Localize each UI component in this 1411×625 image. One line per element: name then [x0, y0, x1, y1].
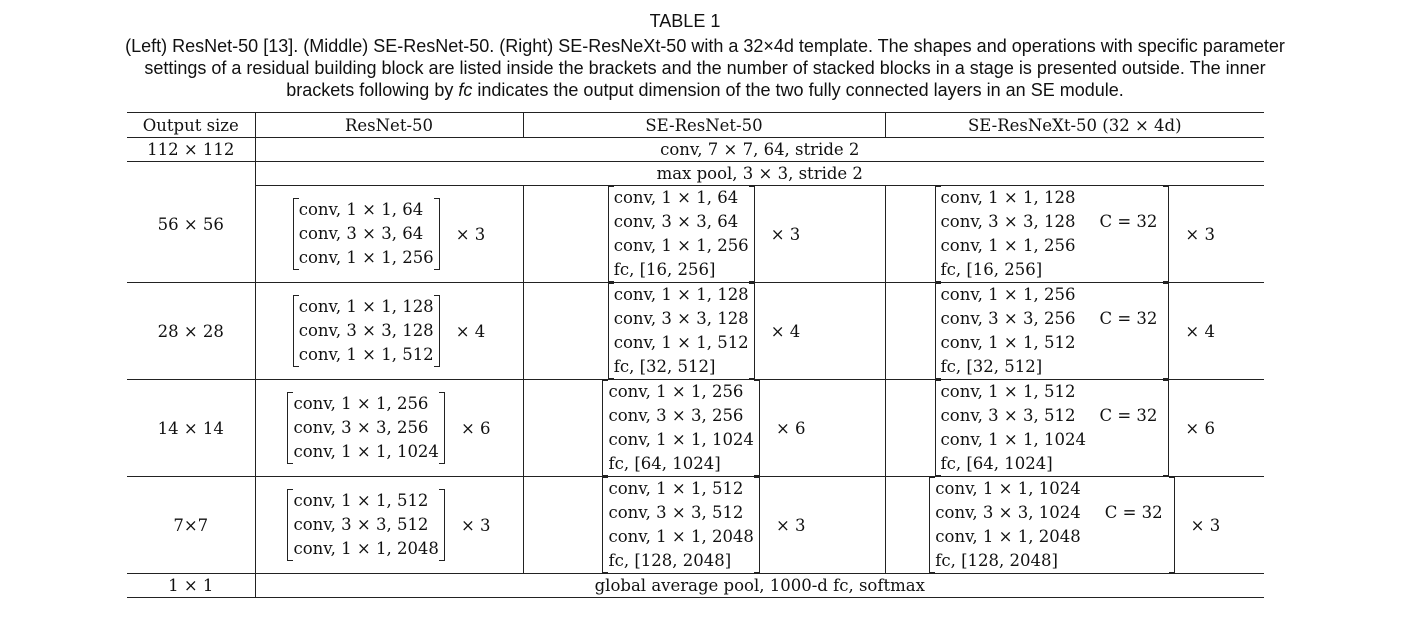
se-resnet-bracket-left — [602, 477, 608, 573]
table-caption — [40, 35, 1370, 101]
stage1-output-size: 56 × 56 — [127, 162, 255, 283]
caption-fc-term: fc — [458, 80, 473, 100]
resnet-bracket-right — [439, 489, 445, 561]
se-resnext-bracket-left — [935, 186, 941, 282]
table-row — [127, 574, 1264, 598]
se-resnet-repeat: × 4 — [770, 321, 801, 341]
final-spec: global average pool, 1000-d fc, softmax — [255, 574, 1264, 598]
resnet-layer: conv, 3 × 3, 512 — [293, 515, 429, 534]
stage-output-size: 28 × 28 — [127, 283, 255, 380]
resnet-block-cell — [255, 477, 523, 574]
se-resnet-layer: conv, 1 × 1, 256 — [608, 382, 744, 401]
resnet-bracket-right — [434, 198, 440, 270]
resnet-bracket-right — [439, 392, 445, 464]
se-resnext-block-cell — [885, 186, 1264, 283]
se-resnext-repeat: × 3 — [1190, 515, 1221, 535]
resnet-block-cell — [255, 380, 523, 477]
se-resnext-layer: conv, 1 × 1, 256 — [940, 285, 1076, 304]
se-resnext-block-cell — [885, 283, 1264, 380]
se-resnext-layer: conv, 1 × 1, 1024 — [940, 430, 1086, 449]
se-resnet-bracket-right — [749, 283, 755, 379]
se-resnext-repeat: × 6 — [1185, 418, 1215, 438]
resnet-bracket-left — [293, 295, 299, 367]
se-resnet-layer: fc, [128, 2048] — [608, 551, 732, 570]
se-resnet-layer: conv, 1 × 1, 64 — [613, 188, 739, 207]
caption-line-3 — [40, 79, 1370, 101]
se-resnext-layer-text: conv, 3 × 3, 512 — [940, 406, 1076, 425]
se-resnext-layer: conv, 1 × 1, 2048 — [935, 527, 1081, 546]
stage-output-size: 7×7 — [127, 477, 255, 574]
resnet-layer: conv, 1 × 1, 512 — [298, 345, 434, 364]
resnet-layer: conv, 1 × 1, 2048 — [293, 539, 439, 558]
se-resnet-layer: conv, 1 × 1, 1024 — [608, 430, 754, 449]
resnet-layer: conv, 3 × 3, 128 — [298, 321, 434, 340]
resnet-bracket-left — [293, 198, 299, 270]
se-resnext-layer-text: conv, 3 × 3, 256 — [940, 309, 1076, 328]
resnet-layer: conv, 1 × 1, 128 — [298, 297, 434, 316]
table-row — [127, 283, 1264, 380]
resnet-repeat: × 4 — [455, 321, 486, 341]
se-resnext-bracket — [935, 380, 1170, 476]
se-resnet-layer: conv, 1 × 1, 512 — [613, 333, 749, 352]
se-resnext-bracket — [929, 477, 1174, 573]
se-resnext-layer — [941, 404, 1164, 428]
se-resnext-bracket-right — [1163, 186, 1169, 282]
conv1-spec: conv, 7 × 7, 64, stride 2 — [660, 140, 860, 159]
se-resnext-layer — [941, 307, 1164, 331]
se-resnext-bracket — [935, 186, 1170, 282]
resnet-layer: conv, 3 × 3, 64 — [298, 224, 424, 243]
se-resnext-layer: conv, 1 × 1, 512 — [940, 333, 1076, 352]
caption-line-3-post: indicates the output dimension of the two fully connected layers in an SE module. — [472, 80, 1124, 100]
conv1-output-size: 112 × 112 — [127, 138, 255, 162]
se-resnext-layer: conv, 1 × 1, 512 — [940, 382, 1076, 401]
se-resnext-bracket-right — [1163, 380, 1169, 476]
resnet-layer: conv, 1 × 1, 256 — [298, 248, 434, 267]
cardinality-label: C = 32 — [1099, 212, 1158, 231]
resnet-bracket — [293, 198, 440, 270]
se-resnext-bracket-right — [1163, 283, 1169, 379]
se-resnet-bracket-left — [608, 186, 614, 282]
resnet-bracket — [287, 392, 444, 464]
se-resnet-layer: fc, [64, 1024] — [608, 454, 721, 473]
cardinality-label: C = 32 — [1099, 406, 1158, 425]
se-resnext-bracket-left — [935, 380, 941, 476]
table-row — [127, 477, 1264, 574]
resnet-repeat: × 3 — [460, 515, 491, 535]
se-resnet-block-cell — [523, 380, 885, 477]
se-resnet-bracket-left — [608, 283, 614, 379]
se-resnet-bracket-right — [754, 477, 760, 573]
se-resnext-bracket-left — [929, 477, 935, 573]
resnet-block-cell — [255, 186, 523, 283]
se-resnext-layer: conv, 1 × 1, 128 — [940, 188, 1076, 207]
se-resnext-bracket-left — [935, 283, 941, 379]
se-resnet-layer: conv, 1 × 1, 128 — [613, 285, 749, 304]
resnet-layer: conv, 1 × 1, 1024 — [293, 442, 439, 461]
se-resnext-layer-text: conv, 3 × 3, 128 — [940, 212, 1076, 231]
resnet-bracket-right — [434, 295, 440, 367]
se-resnet-layer: fc, [16, 256] — [613, 260, 716, 279]
se-resnet-bracket-right — [749, 186, 755, 282]
se-resnet-layer: conv, 3 × 3, 128 — [613, 309, 749, 328]
resnet-repeat: × 6 — [460, 418, 491, 438]
se-resnet-block-cell — [523, 283, 885, 380]
se-resnet-layer: conv, 1 × 1, 512 — [608, 479, 744, 498]
se-resnext-block-cell — [885, 380, 1264, 477]
cardinality-label: C = 32 — [1104, 503, 1163, 522]
resnet-repeat: × 3 — [455, 224, 486, 244]
caption-line-1: (Left) ResNet-50 [13]. (Middle) SE-ResNet-50. (Right) SE-ResNeXt-50 with a 32×4d template. The shapes and operations with specific parameter — [125, 36, 1285, 56]
caption-line-2: settings of a residual building block are listed inside the brackets and the number of stacked blocks in a stage is presented outside. The inner — [144, 58, 1266, 78]
se-resnet-bracket — [602, 380, 759, 476]
se-resnet-bracket-left — [602, 380, 608, 476]
se-resnet-layer: conv, 3 × 3, 256 — [608, 406, 744, 425]
se-resnext-layer-text: conv, 3 × 3, 1024 — [935, 503, 1081, 522]
se-resnext-bracket — [935, 283, 1170, 379]
table-caption-title: TABLE 1 — [649, 11, 721, 31]
se-resnet-block-cell — [523, 477, 885, 574]
resnet-bracket-left — [287, 489, 293, 561]
se-resnet-layer: conv, 3 × 3, 64 — [613, 212, 739, 231]
resnet-layer: conv, 3 × 3, 256 — [293, 418, 429, 437]
se-resnext-layer: conv, 1 × 1, 1024 — [935, 479, 1081, 498]
se-resnext-layer: fc, [128, 2048] — [935, 551, 1058, 570]
cardinality-label: C = 32 — [1099, 309, 1158, 328]
se-resnext-layer: fc, [16, 256] — [940, 260, 1043, 279]
se-resnet-repeat: × 3 — [775, 515, 806, 535]
architecture-table — [127, 112, 1264, 598]
header-se-resnet50: SE-ResNet-50 — [523, 113, 885, 138]
table-body — [127, 138, 1264, 598]
se-resnet-bracket — [608, 186, 755, 282]
se-resnet-bracket — [608, 283, 755, 379]
header-se-resnext50: SE-ResNeXt-50 (32 × 4d) — [885, 113, 1264, 138]
se-resnet-repeat: × 3 — [770, 224, 801, 244]
resnet-layer: conv, 1 × 1, 512 — [293, 491, 429, 510]
se-resnet-block-cell — [523, 186, 885, 283]
table-row — [127, 186, 1264, 283]
se-resnext-layer: conv, 1 × 1, 256 — [940, 236, 1076, 255]
se-resnet-repeat: × 6 — [775, 418, 806, 438]
se-resnet-layer: conv, 1 × 1, 2048 — [608, 527, 754, 546]
header-output-size: Output size — [127, 113, 255, 138]
se-resnext-layer — [935, 501, 1168, 525]
resnet-bracket — [293, 295, 440, 367]
se-resnet-layer: conv, 1 × 1, 256 — [613, 236, 749, 255]
se-resnext-block-cell — [885, 477, 1264, 574]
caption-line-3-pre: brackets following by — [286, 80, 459, 100]
resnet-block-cell — [255, 283, 523, 380]
se-resnext-layer — [941, 210, 1164, 234]
resnet-bracket-left — [287, 392, 293, 464]
header-resnet50: ResNet-50 — [255, 113, 523, 138]
se-resnet-layer: fc, [32, 512] — [613, 357, 716, 376]
resnet-layer: conv, 1 × 1, 256 — [293, 394, 429, 413]
table-row — [127, 380, 1264, 477]
resnet-bracket — [287, 489, 444, 561]
se-resnet-layer: conv, 3 × 3, 512 — [608, 503, 744, 522]
se-resnext-repeat: × 4 — [1185, 321, 1215, 341]
se-resnext-layer: fc, [32, 512] — [940, 357, 1043, 376]
se-resnext-bracket-right — [1169, 477, 1175, 573]
se-resnext-repeat: × 3 — [1185, 224, 1215, 244]
stage-output-size: 14 × 14 — [127, 380, 255, 477]
se-resnet-bracket-right — [754, 380, 760, 476]
final-output-size: 1 × 1 — [127, 574, 255, 598]
se-resnet-bracket — [602, 477, 759, 573]
se-resnext-layer: fc, [64, 1024] — [940, 454, 1053, 473]
resnet-layer: conv, 1 × 1, 64 — [298, 200, 424, 219]
maxpool-spec: max pool, 3 × 3, stride 2 — [255, 162, 1264, 186]
